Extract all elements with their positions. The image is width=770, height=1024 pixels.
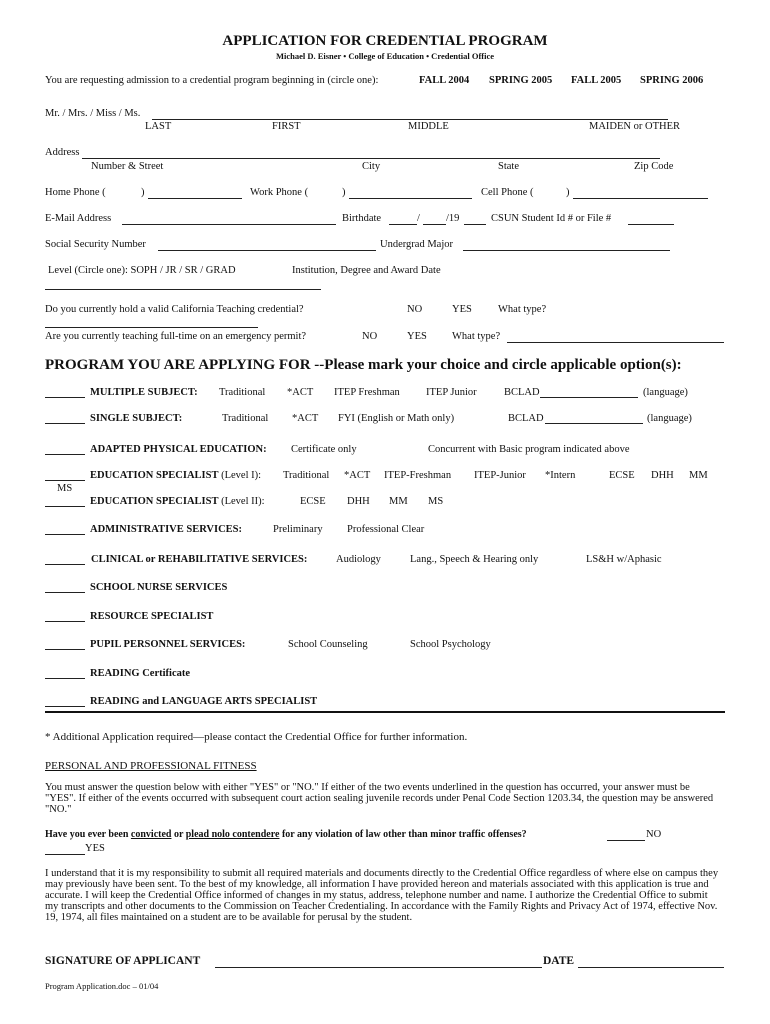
edspec-1-dhh[interactable]: DHH	[651, 470, 674, 481]
ssn-label: Social Security Number	[45, 239, 146, 250]
address-city-label: City	[362, 161, 381, 172]
clinical-speech-hearing[interactable]: Lang., Speech & Hearing only	[410, 554, 539, 565]
multiple-language-label: (language)	[643, 387, 688, 398]
admin-preliminary[interactable]: Preliminary	[273, 524, 323, 535]
single-fyi[interactable]: FYI (English or Math only)	[338, 413, 455, 424]
address-state-label: State	[498, 161, 519, 172]
signature-label: SIGNATURE OF APPLICANT	[45, 955, 201, 967]
footer-doc-name: Program Application.doc – 01/04	[45, 981, 159, 991]
q-credential-type-label: What type?	[498, 304, 547, 315]
birthdate-slash: /	[417, 213, 420, 224]
work-phone-field[interactable]	[349, 198, 472, 199]
q-credential-yes[interactable]: YES	[452, 304, 472, 315]
name-last-label: LAST	[145, 121, 172, 132]
address-zip-label: Zip Code	[634, 161, 674, 172]
name-label: Mr. / Mrs. / Miss / Ms.	[45, 108, 141, 119]
conviction-q-e: for any violation of law other than minor traffic offenses?	[281, 829, 527, 840]
edspec-1-mm[interactable]: MM	[689, 470, 708, 481]
edspec-2-check[interactable]	[45, 506, 85, 507]
term-spring-2006[interactable]: SPRING 2006	[640, 75, 704, 86]
q-emergency-text: Are you currently teaching full-time on an emergency permit?	[45, 331, 307, 342]
email-label: E-Mail Address	[45, 213, 112, 224]
conviction-yes-label: YES	[85, 843, 105, 854]
single-subject-label: SINGLE SUBJECT:	[90, 413, 183, 424]
address-field[interactable]	[82, 158, 660, 159]
single-traditional[interactable]: Traditional	[222, 413, 269, 424]
major-field[interactable]	[463, 250, 670, 251]
birthdate-label: Birthdate	[342, 213, 382, 224]
ssn-field[interactable]	[158, 250, 376, 251]
name-middle-label: MIDDLE	[408, 121, 449, 132]
conviction-no-label: NO	[646, 829, 662, 840]
pupil-check[interactable]	[45, 649, 85, 650]
q-emergency-type-label: What type?	[452, 331, 501, 342]
clinical-audiology[interactable]: Audiology	[336, 554, 381, 565]
term-fall-2004[interactable]: FALL 2004	[419, 75, 470, 86]
pupil-counseling[interactable]: School Counseling	[288, 639, 368, 650]
reading-label: READING Certificate	[90, 668, 191, 679]
edspec-1-level: (Level I):	[221, 470, 262, 481]
pupil-psychology[interactable]: School Psychology	[410, 639, 491, 650]
birth-month-field[interactable]	[389, 224, 417, 225]
edspec-2-dhh[interactable]: DHH	[347, 496, 370, 507]
nurse-label: SCHOOL NURSE SERVICES	[90, 582, 228, 593]
edspec-2-ms[interactable]: MS	[428, 496, 444, 507]
home-phone-label: Home Phone (	[45, 187, 106, 198]
adapted-certificate-only[interactable]: Certificate only	[291, 444, 357, 455]
nurse-check[interactable]	[45, 592, 85, 593]
edspec-1-traditional[interactable]: Traditional	[283, 470, 330, 481]
personal-paragraph: You must answer the question below with either "YES" or "NO." If either of the two events underlined in the question has occurred, your answer must be "YES". If either of the events occurred with subsequent court action sealing juvenile records under Penal Code Section 1203.34, the question may be answered "NO."	[45, 782, 714, 815]
institution-label: Institution, Degree and Award Date	[292, 265, 441, 276]
edspec-1-ms[interactable]: MS	[57, 483, 73, 494]
cell-phone-field[interactable]	[573, 198, 708, 199]
edspec-1-ecse[interactable]: ECSE	[609, 470, 635, 481]
page-subtitle: Michael D. Eisner • College of Education • Credential Office	[275, 51, 495, 61]
multiple-subject-check[interactable]	[45, 397, 85, 398]
clinical-check[interactable]	[45, 564, 85, 565]
q-credential-text: Do you currently hold a valid California Teaching credential?	[45, 304, 304, 315]
conviction-question	[45, 829, 527, 840]
reading-arts-label: READING and LANGUAGE ARTS SPECIALIST	[90, 696, 318, 707]
edspec-1-itep-freshman[interactable]: ITEP-Freshman	[384, 470, 452, 481]
multiple-itep-freshman[interactable]: ITEP Freshman	[334, 387, 400, 398]
edspec-1-name: EDUCATION SPECIALIST	[90, 470, 219, 481]
admin-professional-clear[interactable]: Professional Clear	[347, 524, 425, 535]
csun-id-label: CSUN Student Id # or File #	[491, 213, 612, 224]
work-phone-close: )	[342, 187, 346, 198]
single-bclad[interactable]: BCLAD	[508, 413, 544, 424]
admin-check[interactable]	[45, 534, 85, 535]
conviction-q-d: plead nolo contendere	[185, 829, 280, 840]
edspec-1-itep-junior[interactable]: ITEP-Junior	[474, 470, 526, 481]
edspec-1-check[interactable]	[45, 480, 85, 481]
work-phone-label: Work Phone (	[250, 187, 309, 198]
resource-label: RESOURCE SPECIALIST	[90, 611, 214, 622]
additional-note: * Additional Application required—please contact the Credential Office for further information.	[45, 731, 468, 743]
level-label[interactable]: Level (Circle one): SOPH / JR / SR / GRAD	[48, 265, 236, 276]
single-subject-check[interactable]	[45, 423, 85, 424]
multiple-bclad[interactable]: BCLAD	[504, 387, 540, 398]
q-emergency-type-field[interactable]	[507, 342, 724, 343]
home-phone-close: )	[141, 187, 145, 198]
section-divider	[45, 711, 725, 713]
adapted-pe-label: ADAPTED PHYSICAL EDUCATION:	[90, 444, 267, 455]
q-emergency-no[interactable]: NO	[362, 331, 378, 342]
name-maiden-label: MAIDEN or OTHER	[589, 121, 680, 132]
signature-field[interactable]	[215, 967, 542, 968]
adapted-concurrent[interactable]: Concurrent with Basic program indicated above	[428, 444, 630, 455]
institution-field[interactable]	[45, 289, 321, 290]
name-field[interactable]	[152, 119, 668, 120]
conviction-yes-field[interactable]	[45, 854, 85, 855]
edspec-2-label	[90, 496, 265, 507]
multiple-act[interactable]: *ACT	[287, 387, 314, 398]
cell-phone-label: Cell Phone (	[481, 187, 534, 198]
edspec-1-act[interactable]: *ACT	[344, 470, 371, 481]
edspec-2-ecse[interactable]: ECSE	[300, 496, 326, 507]
q-credential-no[interactable]: NO	[407, 304, 423, 315]
home-phone-field[interactable]	[148, 198, 242, 199]
term-fall-2005[interactable]: FALL 2005	[571, 75, 622, 86]
csun-id-field[interactable]	[628, 224, 674, 225]
birth-year-field[interactable]	[464, 224, 486, 225]
reading-arts-check[interactable]	[45, 706, 85, 707]
edspec-2-level: (Level II):	[221, 496, 265, 507]
address-street-label: Number & Street	[91, 161, 164, 172]
single-language-label: (language)	[647, 413, 692, 424]
birthdate-year-prefix: /19	[446, 213, 460, 224]
single-language-field[interactable]	[545, 423, 643, 424]
multiple-language-field[interactable]	[540, 397, 638, 398]
page-title: APPLICATION FOR CREDENTIAL PROGRAM	[222, 33, 548, 49]
intro-text: You are requesting admission to a credential program beginning in (circle one):	[45, 75, 379, 86]
date-label: DATE	[543, 955, 575, 967]
reading-check[interactable]	[45, 678, 85, 679]
multiple-subject-label: MULTIPLE SUBJECT:	[90, 387, 198, 398]
pupil-label: PUPIL PERSONNEL SERVICES:	[90, 639, 246, 650]
conviction-q-a: Have you ever been	[45, 829, 129, 840]
birth-day-field[interactable]	[423, 224, 446, 225]
q-emergency-yes[interactable]: YES	[407, 331, 427, 342]
conviction-no-field[interactable]	[607, 840, 645, 841]
admin-label: ADMINISTRATIVE SERVICES:	[90, 524, 243, 535]
name-first-label: FIRST	[272, 121, 301, 132]
edspec-1-label	[90, 470, 261, 481]
resource-check[interactable]	[45, 621, 85, 622]
certification-paragraph: I understand that it is my responsibility to submit all required materials and documents directly to the Credential Office regardless of where else on campus they may previously have been sent. To the best of my knowledge, all information I have provided hereon and materials associated with this application is true and accurate. I will keep the Credential Office informed of changes in my status, address, telephone number and name. I authorize the Credential Office to submit my transcripts and other documents to the Commission on Teacher Credentialing. In accordance with the Family Rights and Privacy Act of 1974, effective Nov. 19, 1974, all files maintained on a student are to be available for perusal by the student.	[45, 868, 719, 923]
q-credential-type-field[interactable]	[45, 327, 258, 328]
program-heading: PROGRAM YOU ARE APPLYING FOR --Please mark your choice and circle applicable option(s):	[45, 357, 682, 373]
edspec-2-name: EDUCATION SPECIALIST	[90, 496, 219, 507]
edspec-1-intern[interactable]: *Intern	[545, 470, 576, 481]
major-label: Undergrad Major	[380, 239, 453, 250]
multiple-traditional[interactable]: Traditional	[219, 387, 266, 398]
conviction-q-c: or	[173, 829, 184, 840]
clinical-label: CLINICAL or REHABILITATIVE SERVICES:	[91, 554, 308, 565]
cell-phone-close: )	[566, 187, 570, 198]
single-act[interactable]: *ACT	[292, 413, 319, 424]
term-spring-2005[interactable]: SPRING 2005	[489, 75, 553, 86]
adapted-pe-check[interactable]	[45, 454, 85, 455]
conviction-q-b: convicted	[130, 829, 172, 840]
personal-heading: PERSONAL AND PROFESSIONAL FITNESS	[45, 760, 257, 772]
edspec-2-mm[interactable]: MM	[389, 496, 408, 507]
email-field[interactable]	[122, 224, 336, 225]
clinical-aphasic[interactable]: LS&H w/Aphasic	[586, 554, 662, 565]
address-label: Address	[45, 147, 80, 158]
date-field[interactable]	[578, 967, 724, 968]
multiple-itep-junior[interactable]: ITEP Junior	[426, 387, 477, 398]
